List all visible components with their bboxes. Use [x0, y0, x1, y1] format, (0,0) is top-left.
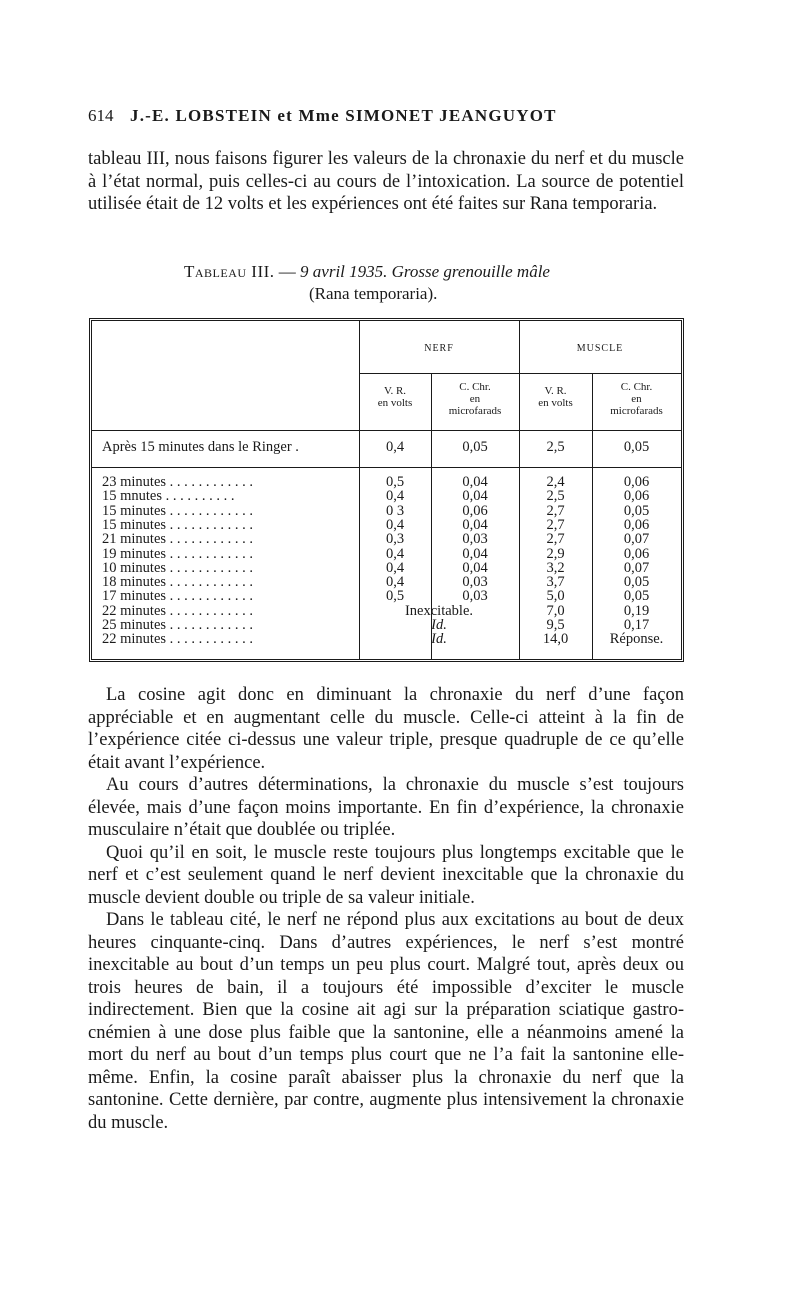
- body-text: [88, 684, 684, 1134]
- table-cell: 2,7: [546, 502, 565, 519]
- table-row-label: 25 minutes . . . . . . . . . . . .: [102, 617, 254, 633]
- table-row-label: 17 minutes . . . . . . . . . . . .: [102, 588, 254, 605]
- table-cell: 0,4: [385, 545, 405, 562]
- table-cell: 2,7: [546, 531, 565, 548]
- table-cell: 0,03: [462, 574, 488, 591]
- table-cell: 3,7: [546, 574, 565, 591]
- col-header-nerf-vr: V. R. en volts: [377, 385, 413, 409]
- table-cell: Id.: [431, 631, 447, 648]
- table-cell: 0,03: [462, 588, 488, 605]
- table-cell: 0,07: [623, 559, 650, 576]
- table-cell: 7,0: [546, 602, 565, 619]
- table-row-label: 15 minutes . . . . . . . . . . . .: [102, 516, 254, 533]
- running-title: J.-E. LOBSTEIN et Mme SIMONET JEANGUYOT: [130, 106, 557, 125]
- table-cell: 2,5: [546, 488, 565, 505]
- table-cell: 0,05: [623, 439, 650, 455]
- table-row-label: 15 mnutes . . . . . . . . . .: [102, 488, 235, 505]
- table-cell: 0 3: [385, 502, 405, 519]
- table-caption: [184, 261, 644, 305]
- table-cell: Id.: [431, 617, 447, 633]
- table-cell: 0,4: [385, 516, 405, 533]
- caption-date: 9 avril 1935.: [300, 262, 388, 281]
- table-cell: 0,4: [385, 439, 405, 455]
- table-cell: 0,4: [385, 559, 405, 576]
- table-cell: 0,06: [623, 516, 650, 533]
- table-cell: 0,4: [385, 574, 405, 591]
- table-cell: 0,04: [462, 488, 488, 505]
- table-cell: Inexcitable.: [404, 602, 474, 619]
- table-row-label: 23 minutes . . . . . . . . . . . .: [102, 474, 254, 490]
- group-header-muscle: MUSCLE: [576, 343, 624, 354]
- caption-species: (Rana temporaria).: [309, 284, 438, 303]
- table-cell: 0,03: [462, 531, 488, 548]
- table-cell: 0,4: [385, 488, 405, 505]
- table-cell: 0,3: [385, 531, 405, 548]
- table-cell: 2,5: [546, 439, 565, 455]
- intro-paragraph: tableau III, nous faisons figurer les valeurs de la chronaxie du nerf et du muscle à l’état normal, puis celles-ci au cours de l’intoxication. La source de potentiel utilisée était de 12 volts et les expériences ont été faites sur Rana temporaria.: [88, 149, 684, 214]
- table-cell: 3,2: [546, 559, 565, 576]
- table-row-label: 18 minutes . . . . . . . . . . . .: [102, 574, 254, 591]
- table-cell: 0,5: [385, 474, 405, 490]
- table-rule: [92, 467, 681, 468]
- col-header-nerf-cchr: C. Chr. en microfarads: [448, 381, 502, 417]
- body-paragraph: Dans le tableau cité, le nerf ne répond plus aux excitations au bout de deux heures cinquante-cinq. Dans d’autres expériences, le nerf s’est montré inexcitable au bout d’un temps un peu plus court. Malgré tout, après deux ou trois heures de bain, il a toujours été impossible d’exciter le muscle indirectement. Bien que la cosine ait agi sur la préparation sciatique gastro-cnémien à une dose plus faible que la santonine, elle a néanmoins amené la mort du nerf au bout d’un temps plus court que ne l’a fait la santonine elle-même. Enfin, la cosine paraît abaisser plus la chronaxie du nerf que la santonine. Cette dernière, par contre, augmente plus intensivement la chronaxie du muscle.: [88, 910, 684, 1133]
- table-cell: Réponse.: [609, 631, 664, 648]
- table-rule: [92, 430, 681, 431]
- table-cell: 2,7: [546, 516, 565, 533]
- table-row-label: 21 minutes . . . . . . . . . . . .: [102, 531, 254, 548]
- col-header-muscle-cchr: C. Chr. en microfarads: [610, 381, 663, 417]
- data-table: [89, 318, 684, 662]
- group-header-nerf: NERF: [424, 343, 454, 354]
- table-row-label: 22 minutes . . . . . . . . . . . .: [102, 602, 254, 619]
- table-cell: 2,9: [546, 545, 565, 562]
- caption-dash: —: [278, 262, 296, 281]
- table-cell: 0,06: [462, 502, 488, 519]
- table-cell: 0,06: [623, 474, 650, 490]
- table-row-label: 22 minutes . . . . . . . . . . . .: [102, 631, 254, 648]
- table-cell: 0,07: [623, 531, 650, 548]
- table-cell: 14,0: [542, 631, 569, 648]
- table-cell: 5,0: [546, 588, 565, 605]
- table-row-label: 19 minutes . . . . . . . . . . . .: [102, 545, 254, 562]
- table-rule: [359, 373, 681, 374]
- caption-subject: Grosse grenouille mâle: [391, 262, 550, 281]
- page-header: [88, 106, 708, 128]
- table-cell: 9,5: [546, 617, 565, 633]
- body-paragraph: Quoi qu’il en soit, le muscle reste toujours plus longtemps excitable que le nerf et c’est seulement quand le nerf devient inexcitable que la chronaxie du muscle devient double ou triple de sa valeur initiale.: [88, 842, 684, 908]
- table-row-label: 15 minutes . . . . . . . . . . . .: [102, 502, 254, 519]
- table-cell: 0,19: [623, 602, 650, 619]
- table-cell: 2,4: [546, 474, 565, 490]
- table-cell: 0,06: [623, 545, 650, 562]
- table-cell: 0,04: [462, 545, 488, 562]
- table-row-label: Après 15 minutes dans le Ringer .: [102, 439, 299, 455]
- table-cell: 0,05: [623, 588, 650, 605]
- table-row-label: 10 minutes . . . . . . . . . . . .: [102, 559, 254, 576]
- col-header-muscle-vr: V. R. en volts: [538, 385, 573, 409]
- caption-label: Tableau III.: [184, 262, 275, 281]
- table-cell: 0,04: [462, 516, 488, 533]
- page-number: 614: [88, 106, 114, 125]
- table-cell: 0,17: [623, 617, 650, 633]
- body-paragraph: Au cours d’autres déterminations, la chronaxie du muscle s’est toujours élevée, mais d’une façon moins importante. En fin d’expérience, la chronaxie musculaire n’était que doublée ou triplée.: [88, 775, 684, 840]
- table-cell: 0,06: [623, 488, 650, 505]
- table-cell: 0,04: [462, 559, 488, 576]
- table-cell: 0,05: [462, 439, 488, 455]
- table-cell: 0,05: [623, 574, 650, 591]
- table-cell: 0,04: [462, 474, 488, 490]
- table-cell: 0,05: [623, 502, 650, 519]
- table-cell: 0,5: [385, 588, 405, 605]
- body-paragraph: La cosine agit donc en diminuant la chronaxie du nerf d’une façon appréciable et en augmentant celle du muscle. Celle-ci atteint à la fin de l’expérience citée ci-dessus une valeur triple, presque quadruple de ce qu’elle était avant l’expérience.: [88, 685, 684, 773]
